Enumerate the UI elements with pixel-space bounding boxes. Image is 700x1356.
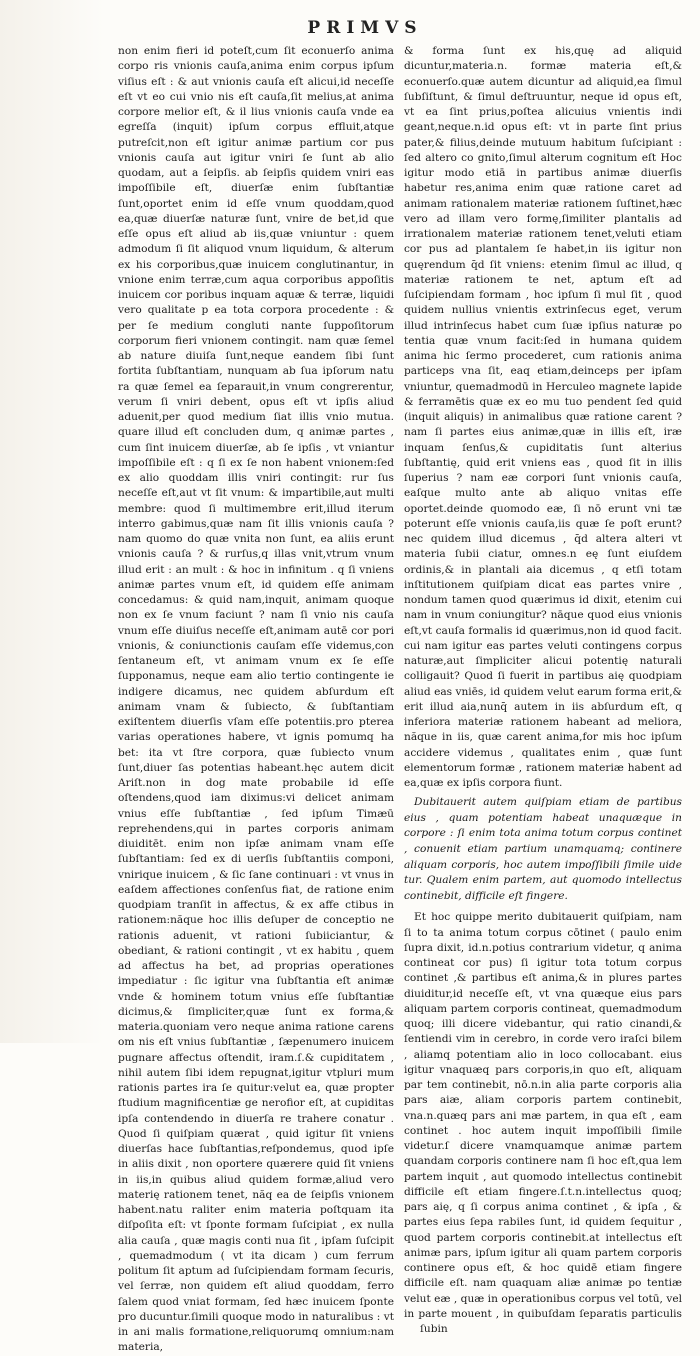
- commentary-paragraph: [404, 910, 682, 1337]
- aristotle-lemma: Dubitauerit autem quiſpiam etiam de partibus eius , quam potentiam habeat unaquæque in corpore : ſi enim tota anima totum corpus continet , conuenit etiam partium unamquamq; continere aliquam corporis, hoc autem impoſſibili ſimile uide tur. Qualem enim partem, aut quomodo intellectus continebit, difficile eſt fingere.: [404, 796, 682, 902]
- left-column-text: non enim fieri id poteſt,cum ſit econuerſo anima corpo ris vnionis cauſa,anima enim corpus ipſum viſius eſt : & aut vnionis cauſa eſt alicui,id neceſſe eſt vt eo cui vnio nis eſt cauſa,ſit melius,at anima corpore melior eſt, & il lius vnionis cauſa vnde ea egreſſa (inquit) ipſum corpus effluit,atque putreſcit,non eſt igitur animæ partium cor pus vnionis cauſa aut igitur vniri ſe ſunt ab alio quodam, aut a ſeipſis. ab ſeipſis quidem vniri eas impoſſibile eſt, diuerſæ enim ſubſtantiæ ſunt,oportet enim id eſſe vnum quoddam,quod ea,quæ diuerſæ naturæ ſunt, vnire de bet,id que eſſe opus eſt aliud ab iis,quæ vniuntur : quem admodum ſi ſit aliquod vnum liquidum, & alterum ex his corporibus,quæ inuicem conglutinantur, in vnione enim terræ,cum aqua corporibus appoſitis inuicem cor poribus inquam aquæ & terræ, liquidi vero qualitate p ea tota corpora procedente : & per ſe medium congluti nante ſuppoſitorum corporum fieri vnionem contingit. nam quæ ſemel ab nature diuiſa ſunt,neque eandem ſibi ſunt fortita ſubſtantiam, nunquam ab ſua ipſorum natu ra quæ ſemel ea ſeparauit,in vnum congrerentur, verum ſi vniri debent, opus eſt vt ipſis aliud aduenit,per quod medium ſiat illis vnio mutua. quare illud eſt concluden dum, q animæ partes , cum ſint inuicem diuerſæ, ab ſe ipſis , vt vniantur impoſſibile eſt : q ſi ex ſe non habent vnionem:ſed ex alio quoddam illis vniri contingit: rur ſus neceſſe eſt,aut vt ſit vnum: & impartibile,aut multi membre: quod ſi multimembre erit,illud iterum interro gabimus,quæ nam ſit illis vnionis cauſa ? nam quomo do quæ vnita non ſunt, ea aliis erunt vnionis cauſa ? & rurſus,q illas vnit,vtrum vnum illud erit : an mult : & hoc in infinitum . q ſi vniens animæ partes vnum eſt, id quidem eſſe animam concedamus: & quid nam,inquit, animam quoque non ex ſe vnum faciunt ? nam ſi vnio nis cauſa vnum eſſe diuiſus neceſſe eſt,animam autē cor pori vnionis, & coniunctionis cauſam eſſe videmus,con ſentaneum eſt, vt animam vnum ex ſe eſſe ſupponamus, neque eam alio tertio contingente ie indigere dicamus, nec quidem abſurdum eſt animam vnam & ſubiecto, & ſubſtantiam exiſtentem diuerſis vſam eſſe potentiis.pro pterea varias operationes habere, vt ignis pomumq ha bet: ita vt ſtre corpora, quæ ſubiecto vnum ſunt,diuer ſas potentias habeant.hęc autem dicit Ariſt.non in dog mate probabile id eſſe oſtendens,quod iam diximus:vi delicet animam vnius eſſe ſubſtantiæ , ſed ipſum Timæū reprehendens,qui in partes corporis animam diuiditēt. enim non ipſæ animam vnam eſſe ſubſtantiam: ſed ex di uerſis ſubſtantiis componi, vnirique inuicem , & ſic ſane continuari : vt vnus in eaſdem affectiones conſenſus fiat, de ratione enim quodpiam tranſit in affectus, & ex affe ctibus in rationem:năque hoc illis deſuper de conceptio ne rationis aduenit, vt rationi ſubiiciantur, & obediant, & rationi contingit , vt ex habitu , quem ad affectus ha bet, ad proprias operationes impediatur : ſic igitur vna ſubſtantia eſt animæ vnde & hominem totum vnius eſſe ſubſtantiæ dicimus,& ſimpliciter,quæ ſunt ex forma,& materia.quoniam vero neque anima ratione carens om nis eſt vnius ſubſtantiæ , ſæpenumero inuicem pugnare affectus oſtendit, iram.ſ.& cupiditatem , nihil autem ſibi idem repugnat,igitur vtpluri mum rationis partes ira ſe quitur:velut ea, quæ propter ſtudium magnificentiæ ge nerofior eſt, at cupiditas ipſa contendendo in diuerſa re trahere conatur . Quod ſi quiſpiam quærat , quid igitur ſit vniens diuerſas hace ſubſtantias,reſpondemus, quod ipſe in aliis dixit , non oportere quærere quid ſit vniens in iis,in quibus aliud quidem formæ,aliud vero materię rationem tenet, năq ea de ſeipſis vnionem habent.natu raliter enim materia poſtquam ita diſpoſita eſt: vt ſponte formam ſuſcipiat , ex nulla alia cauſa , quæ magis conti nua ſit , ipſam ſuſcipit , quemadmodum ( vt ita dicam ) cum ferrum politum ſit aptum ad ſuſcipiendam formam ſecuris, vel ſerræ, non quidem eſt aliud quoddam, ferro ſalem quod vniat formam, ſed hæc inuicem ſponte pro ducuntur.ſimili quoque modo in naturalibus : vt in ani malis formatione,reliquorumq omnium:nam materia,: [118, 45, 394, 1354]
- right-column-intro: & forma ſunt ex his,quę ad aliquid dicuntur,materia.n. formæ materia eſt,& econuerſo.quæ autem dicuntur ad aliquid,ea ſimul ſubſiſtunt, & ſimul deſtruuntur, neque id opus eſt, vt ea ſint prius,poſtea alicuius vnientis indi geant,neque.n.id opus eſt: vt in parte ſint prius pater,& filius,deinde mutuum habitum ſuſcipiant : ſed altero co gnito,ſimul alterum cognitum eſt Hoc igitur modo etiā in partibus animæ diuerſis habetur res,anima enim quæ ratione caret ad animam rationalem materiæ rationem ſuſtinet,hæc vero ad illam vero formę,ſimiliter plantalis ad irrationalem materiæ rationem tenet,veluti etiam cor pus ad plantalem ſe habet,in iis igitur non quęrendum q̄d ſit vniens: etenim ſimul ac illud, q materiæ rationem te net, aptum eſt ad ſuſcipiendam formam , hoc ipſum ſi mul ſit , quod quidem nullius vnientis extrinſecus eget, verum illud intrinſecus habet cum ſuæ ipſius naturæ po tentia quæ vnum facit:ſed in humana quidem anima hic ſermo procederet, cum rationis anima particeps vna ſit, eaq etiam,deinceps per ipſam vniuntur, quemadmodū in Herculeo magnete lapide & ferramētis quæ ex eo mu tuo pendent ſed quid (inquit aliquis) in animalibus quæ ratione carent ? nam ſi partes eius animæ,quæ in illis eſt, iræ inquam ſenſus,& cupiditatis ſunt alterius ſubſtantię, quid erit vniens eas , quod ſit in illis ſuperius ? nam eæ corpori ſunt vnionis cauſa, eaſque multo ante ab aliquo vnitas eſſe oportet.deinde quomodo eæ, ſi nō erunt vni tæ poterunt eſſe vnionis cauſa,iis quæ ſe poſt erunt? nec quidem illud dicemus , q̄d altera alteri vt materia ſubii ciatur, omnes.n eę ſunt eiuſdem ordinis,& in plantali aia dicemus , q etſi totam inſtitutionem quiſpiam dicat eas partes vnire , nondum tamen quod quærimus id dixit, etenim cui nam in vnum coniungitur? nāque quod eius vnionis eſt,vt cauſa formalis id quærimus,non id quod facit. cui nam igitur eas partes veluti contingens corpus naturæ,aut ſimpliciter alicui potentię naturali colligauit? Quod ſi fuerit in partibus aię quodpiam aliud eas vniēs, id quidem velut earum forma erit,& erit illud aia,nunq̄ autem in iis abſurdum eſt, q inferiora materiæ rationem habeant ad meliora, năque in iis, quæ carent anima,for mis hoc ipſum accidere videmus , qualitates enim , quæ ſunt elementorum formæ , rationem materiæ habent ad ea,quæ ex ipſis corpora fiunt.: [404, 45, 682, 789]
- catchword: ſubin: [420, 1323, 448, 1336]
- right-column: [404, 44, 682, 1336]
- commentary-text: Et hoc quippe merito dubitauerit quiſpiam, nam ſi to ta anima totum corpus cōtinet ( paulo enim ſupra dixit, id.n.potius contrarium videtur, q anima contineat cor pus) ſi igitur tota totum corpus continet ,& partibus eſt anima,& in plures partes diuiditur,id neceſſe eſt, vt vna quæque eius pars aliquam partem corporis contineat, quemadmodum quoq; illi dicere videbantur, qui ratio cinandi,& ſentiendi vim in cerebro, in corde vero iraſci bilem , aliamq potentiam alio in loco collocabant. eius igitur vnaquæq pars corporis,in quo eſt, aliquam par tem continebit, nō.n.in alia parte corporis alia pars aiæ, aliam corporis partem continebit, vna.n.quæq pars ani mæ partem, in qua eſt , eam continet . hoc autem inquit impoſſibili ſimile videtur.ſ dicere vnamquamque animæ partem quandam corporis continere nam ſi hoc eſt,qua lem partem inquit , aut quomodo intellectus continebit difficile eſt etiam fingere.ſ.t.n.intellectus quoq; pars aię, q ſi corpus anima continet , & ipſa , & partes eius ſepa rabiles ſunt, id quidem ſequitur , quod partem corporis continebit.at intellectus eſt animæ pars, ipſum igitur ali quam partem corporis continere opus eſt, & hoc quidē etiam fingere difficile eſt. nam quaquam aliæ animæ po tentiæ velut eæ , quæ in operationibus corpus vel totū, vel in parte mouent , in quibuſdam ſeparatis particulis: [404, 911, 682, 1320]
- left-column: [118, 44, 394, 1354]
- running-head: PRIMVS: [307, 18, 423, 38]
- gutter-shadow: [0, 0, 104, 1043]
